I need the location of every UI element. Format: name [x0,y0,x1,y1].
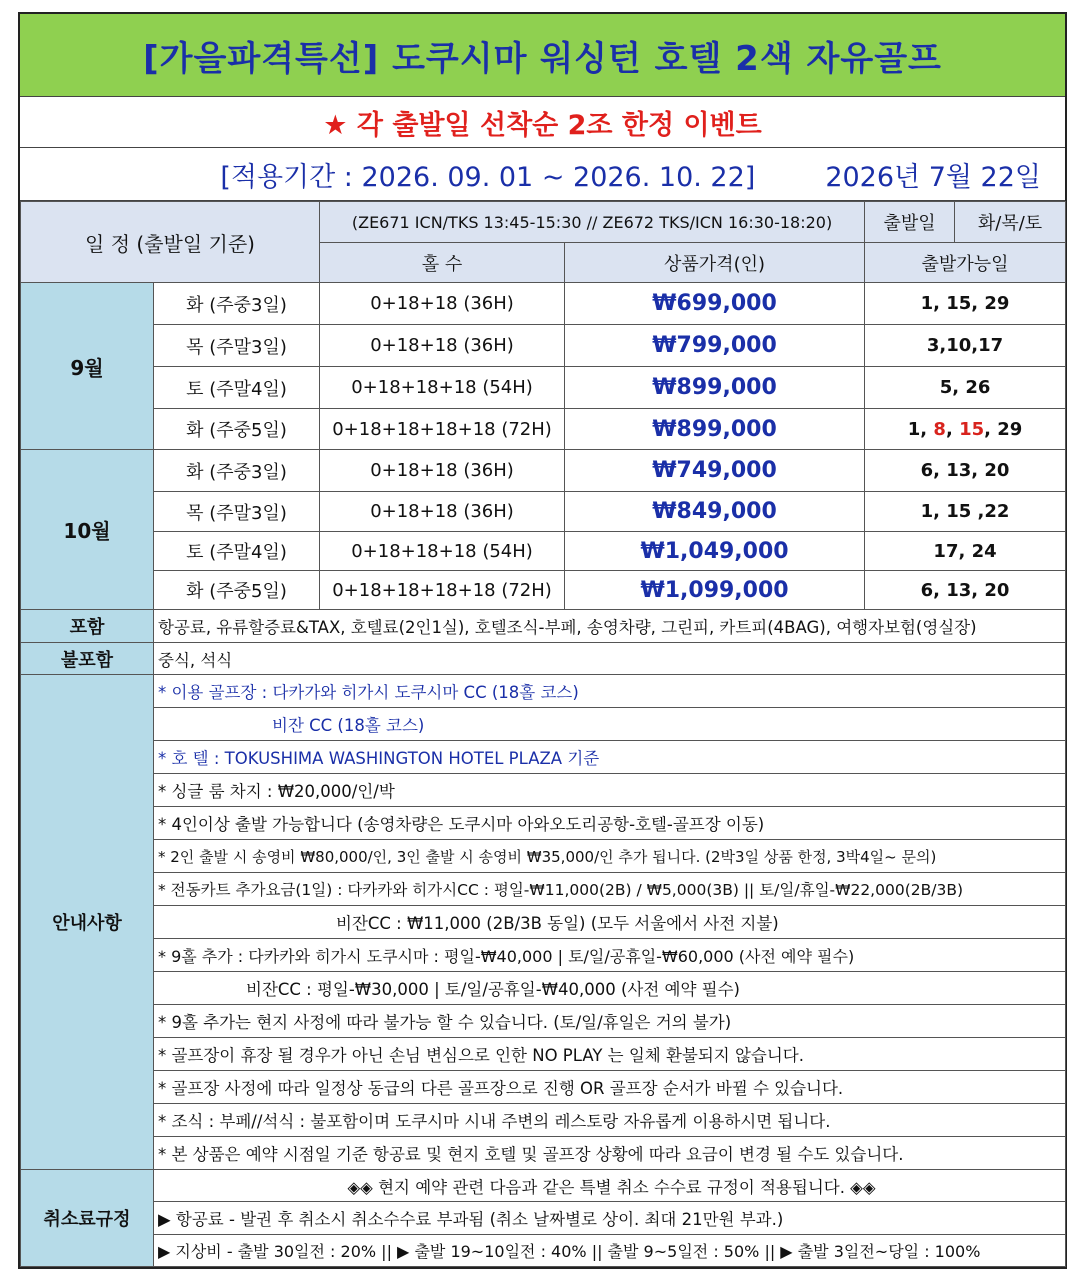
exclude-label: 불포함 [21,643,154,675]
day-type: 목 (주말3일) [154,325,320,367]
holes: 0+18+18 (36H) [320,283,565,325]
price-table [20,201,1066,1267]
note-line: * 이용 골프장 : 다카가와 히가시 도쿠시마 CC (18홀 코스) [154,675,1066,708]
note-line: * 9홀 추가는 현지 사정에 따라 불가능 할 수 있습니다. (토/일/휴일은 거의 불가) [154,1005,1066,1038]
note-line: 비잔CC : ₩11,000 (2B/3B 동일) (모두 서울에서 사전 지불) [154,906,1066,939]
include-label: 포함 [21,610,154,643]
note-line: 비잔CC : 평일-₩30,000 | 토/일/공휴일-₩40,000 (사전 예약 필수) [154,972,1066,1005]
cancel-line: ◈◈ 현지 예약 관련 다음과 같은 특별 취소 수수료 규정이 적용됩니다. ◈◈ [154,1170,1066,1202]
issue-date: 2026년 7월 22일 [825,161,1041,193]
note-line: * 호 텔 : TOKUSHIMA WASHINGTON HOTEL PLAZA 기준 [154,741,1066,774]
holes-header: 홀 수 [320,243,565,283]
schedule-header: 일 정 (출발일 기준) [21,202,320,283]
price-sheet [18,12,1067,1269]
note-line: 비잔 CC (18홀 코스) [154,708,1066,741]
day-type: 목 (주말3일) [154,492,320,532]
period-range: [적용기간 : 2026. 09. 01 ~ 2026. 10. 22] [220,161,756,193]
page-title: [가을파격특선] 도쿠시마 워싱턴 호텔 2색 자유골프 [20,14,1065,97]
avail-dates: 1, 15 ,22 [865,492,1066,532]
price: ₩1,099,000 [565,571,865,610]
day-type: 토 (주말4일) [154,532,320,571]
avail-dates: 5, 26 [865,367,1066,409]
avail-dates [865,409,1066,450]
holes: 0+18+18+18+18 (72H) [320,571,565,610]
price: ₩899,000 [565,367,865,409]
note-line: * 조식 : 부페//석식 : 불포함이며 도쿠시마 시내 주변의 레스토랑 자유롭게 이용하시면 됩니다. [154,1104,1066,1137]
note-line: * 싱글 룸 차지 : ₩20,000/인/박 [154,774,1066,807]
period-bar [20,148,1065,201]
holes: 0+18+18+18 (54H) [320,367,565,409]
avail-dates: 17, 24 [865,532,1066,571]
holes: 0+18+18+18+18 (72H) [320,409,565,450]
price: ₩699,000 [565,283,865,325]
note-line: * 4인이상 출발 가능합니다 (송영차량은 도쿠시마 아와오도리공항-호텔-골프장 이동) [154,807,1066,840]
note-line: * 골프장 사정에 따라 일정상 동급의 다른 골프장으로 진행 OR 골프장 순서가 바뀔 수 있습니다. [154,1071,1066,1104]
price-header: 상품가격(인) [565,243,865,283]
date-text: 1, [907,418,934,440]
day-type: 화 (주중3일) [154,450,320,492]
avail-dates: 6, 13, 20 [865,450,1066,492]
price: ₩799,000 [565,325,865,367]
day-type: 토 (주말4일) [154,367,320,409]
flight-info: (ZE671 ICN/TKS 13:45-15:30 // ZE672 TKS/ICN 16:30-18:20) [320,202,865,243]
note-line: * 전동카트 추가요금(1일) : 다카카와 히가시CC : 평일-₩11,000(2B) / ₩5,000(3B) || 토/일/휴일-₩22,000(2B/3B) [154,873,1066,906]
note-line: * 본 상품은 예약 시점일 기준 항공료 및 현지 호텔 및 골프장 상황에 따라 요금이 변경 될 수도 있습니다. [154,1137,1066,1170]
date-text: , [945,418,960,440]
avail-dates: 1, 15, 29 [865,283,1066,325]
notes-label: 안내사항 [21,675,154,1170]
date-limited: 8 [933,418,946,440]
event-banner: ★ 각 출발일 선착순 2조 한정 이벤트 [20,97,1065,148]
depart-label: 출발일 [865,202,955,243]
price: ₩849,000 [565,492,865,532]
depart-days: 화/목/토 [955,202,1066,243]
note-line: * 2인 출발 시 송영비 ₩80,000/인, 3인 출발 시 송영비 ₩35,000/인 추가 됩니다. (2박3일 상품 한정, 3박4일~ 문의) [154,840,1066,873]
holes: 0+18+18 (36H) [320,450,565,492]
exclude-text: 중식, 석식 [154,643,1066,675]
holes: 0+18+18 (36H) [320,325,565,367]
month-october: 10월 [21,450,154,610]
cancel-label: 취소료규정 [21,1170,154,1267]
day-type: 화 (주중3일) [154,283,320,325]
note-line: * 골프장이 휴장 될 경우가 아닌 손님 변심으로 인한 NO PLAY 는 일체 환불되지 않습니다. [154,1038,1066,1071]
date-limited: 15 [959,418,985,440]
avail-dates: 6, 13, 20 [865,571,1066,610]
cancel-line: ▶ 지상비 - 출발 30일전 : 20% || ▶ 출발 19~10일전 : 40% || 출발 9~5일전 : 50% || ▶ 출발 3일전~당일 : 100% [154,1235,1066,1267]
date-text: , 29 [984,418,1023,440]
price: ₩899,000 [565,409,865,450]
cancel-line: ▶ 항공료 - 발권 후 취소시 취소수수료 부과됨 (취소 날짜별로 상이. 최대 21만원 부과.) [154,1202,1066,1235]
note-line: * 9홀 추가 : 다카카와 히가시 도쿠시마 : 평일-₩40,000 | 토/일/공휴일-₩60,000 (사전 예약 필수) [154,939,1066,972]
day-type: 화 (주중5일) [154,571,320,610]
price: ₩749,000 [565,450,865,492]
include-text: 항공료, 유류할증료&TAX, 호텔료(2인1실), 호텔조식-부페, 송영차량, 그린피, 카트피(4BAG), 여행자보험(영실장) [154,610,1066,643]
holes: 0+18+18 (36H) [320,492,565,532]
price: ₩1,049,000 [565,532,865,571]
day-type: 화 (주중5일) [154,409,320,450]
holes: 0+18+18+18 (54H) [320,532,565,571]
avail-header: 출발가능일 [865,243,1066,283]
month-september: 9월 [21,283,154,450]
avail-dates: 3,10,17 [865,325,1066,367]
